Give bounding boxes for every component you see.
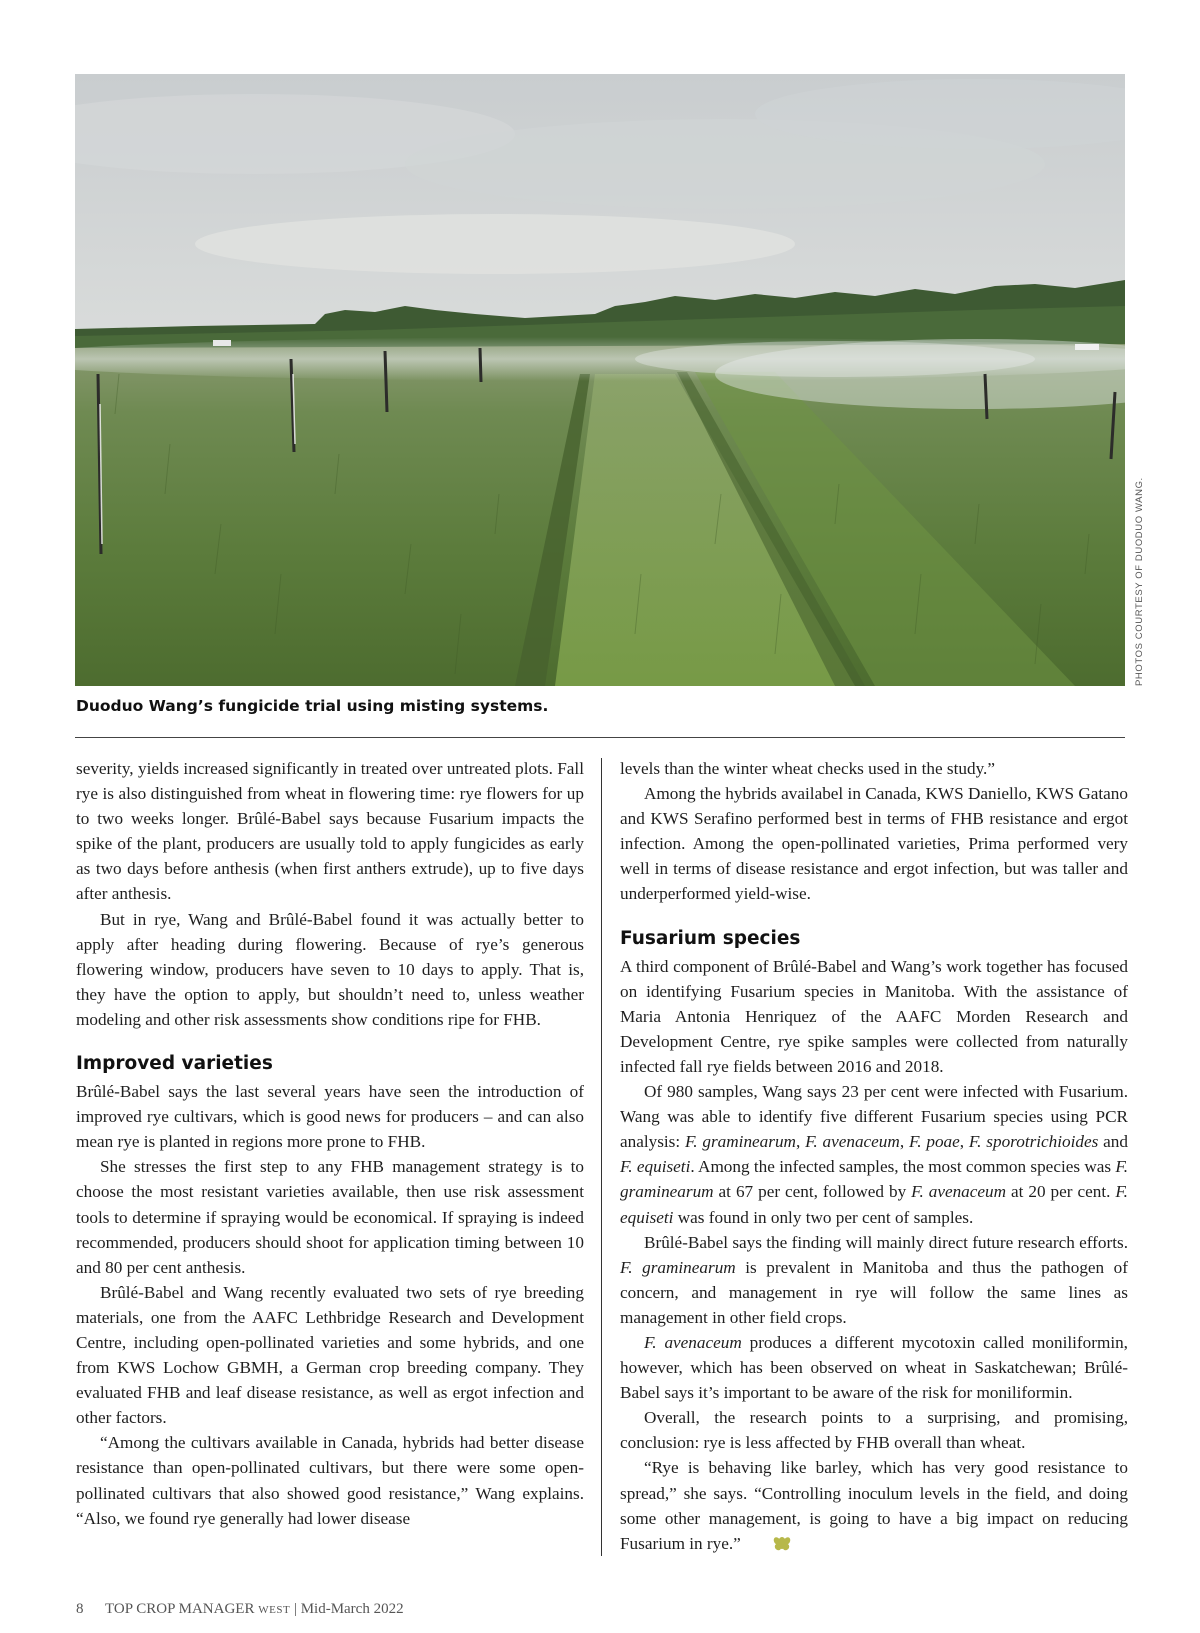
species-name: F. equiseti [620,1157,691,1177]
text-run: and [1098,1132,1128,1152]
species-name: F. poae [908,1132,960,1152]
species-name: F. equiseti [620,1182,1128,1227]
paragraph: severity, yields increased significantly in treated over untreated plots. Fall rye is also distinguished from wheat in flowering time: rye flowers for up to two weeks longer. Brûlé-Babel says because Fusarium impacts the spike of the plant, producers are usually told to apply fungicides as early as two days before anthesis (when first anthers extrude), up to five days after anthesis. [76,759,584,904]
page-number: 8 [76,1601,84,1617]
wheat-end-mark-icon [747,1533,769,1553]
species-name: F. sporotrichioides [968,1132,1099,1152]
text-run: Of 980 samples, Wang says 23 per cent were infected with Fusarium. Wang was able to identify five different Fusarium species using PCR analysis: [620,1082,1128,1152]
text-run: “Rye is behaving like barley, which has very good resistance to spread,” she says. “Controlling inoculum levels in the field, and doing some other management, is going to have a big impact on reducing Fusarium in rye.” [620,1458,1128,1553]
rye-field-misting-photo [75,74,1125,686]
article-photo [75,74,1125,686]
paragraph [620,1079,1128,1230]
magazine-name: TOP CROP MANAGER [104,1601,255,1617]
text-run: . Among the infected samples, the most common species was [690,1157,1116,1177]
paragraph [620,1455,1128,1555]
paragraph: A third component of Brûlé-Babel and Wang’s work together has focused on identifying Fusarium species in Manitoba. With the assistance of Maria Antonia Henriquez of the AAFC Morden Research and Development Centre, rye spike samples were collected from naturally infected fall rye fields between 2016 and 2018. [620,956,1128,1076]
section-heading-improved-varieties: Improved varieties [76,1053,273,1075]
paragraph: Overall, the research points to a surprising, and promising, conclusion: rye is less affected by FHB overall than wheat. [620,1408,1128,1453]
paragraph [620,1330,1128,1405]
text-run: produces a different mycotoxin called moniliformin, however, which has been observed on wheat in Saskatchewan; Brûlé-Babel says it’s important to be aware of the risk for moniliformin. [620,1332,1128,1403]
column-divider [601,758,602,1556]
species-name: F. avenaceum [644,1332,742,1352]
edition-label: WEST [258,1604,291,1616]
text-run: , [959,1132,969,1152]
footer-separator: | [293,1601,297,1617]
paragraph: “Among the cultivars available in Canada, hybrids had better disease resistance than open-pollinated cultivars, but there were some open-pollinated cultivars that also showed good resistance,” Wang explains. “Also, we found rye generally had lower disease [76,1433,584,1528]
text-run: , [899,1132,909,1152]
species-name: F. graminearum [620,1257,736,1277]
species-name: F. avenaceum [805,1132,900,1152]
paragraph: But in rye, Wang and Brûlé-Babel found it was actually better to apply after heading during flowering. Because of rye’s generous flowering window, producers have seven to 10 days to apply. That is, they have the option to apply, but shouldn’t need to, unless weather modeling and other risk assessments show conditions ripe for FHB. [76,909,584,1029]
photo-caption: Duoduo Wang’s fungicide trial using misting systems. [76,697,549,715]
text-run: is prevalent in Manitoba and thus the pathogen of concern, and management in rye will follow the same lines as management in other field crops. [620,1257,1128,1327]
page-footer [76,1601,404,1618]
paragraph: Among the hybrids availabel in Canada, KWS Daniello, KWS Gatano and KWS Serafino performed best in terms of FHB resistance and ergot infection. Among the open-pollinated varieties, Prima performed very well in terms of disease resistance and ergot infection, but was taller and underperformed yield-wise. [620,784,1128,904]
text-run: , [795,1132,806,1152]
caption-divider [75,737,1125,738]
left-column [76,756,584,1531]
paragraph [620,1230,1128,1330]
species-name: F. graminearum [620,1157,1128,1202]
paragraph: Brûlé-Babel says the last several years have seen the introduction of improved rye cultivars, which is good news for producers – and can also mean rye is planted in regions more prone to FHB. [76,1082,584,1152]
photo-credit: PHOTOS COURTESY OF DUODUO WANG. [1134,477,1145,686]
text-run: at 20 per cent. [1006,1182,1116,1202]
text-run: Brûlé-Babel says the finding will mainly direct future research efforts. [644,1232,1128,1252]
text-run: at 67 per cent, followed by [713,1182,912,1202]
issue-date: Mid-March 2022 [300,1601,404,1617]
species-name: F. avenaceum [911,1182,1007,1202]
paragraph: She stresses the first step to any FHB management strategy is to choose the most resistant varieties available, then use risk assessment tools to determine if spraying would be economical. If spraying is indeed recommended, producers should shoot for application timing between 10 and 80 per cent anthesis. [76,1157,584,1277]
paragraph: levels than the winter wheat checks used in the study.” [620,759,995,778]
text-run: was found in only two per cent of samples. [673,1207,974,1227]
right-column [620,756,1128,1556]
section-heading-fusarium-species: Fusarium species [620,927,801,949]
paragraph: Brûlé-Babel and Wang recently evaluated two sets of rye breeding materials, one from the AAFC Lethbridge Research and Development Centre, including open-pollinated varieties and some hybrids, and one from KWS Lochow GBMH, a German crop breeding company. They evaluated FHB and leaf disease resistance, as well as ergot infection and other factors. [76,1282,584,1428]
species-name: F. graminearum [684,1132,796,1152]
